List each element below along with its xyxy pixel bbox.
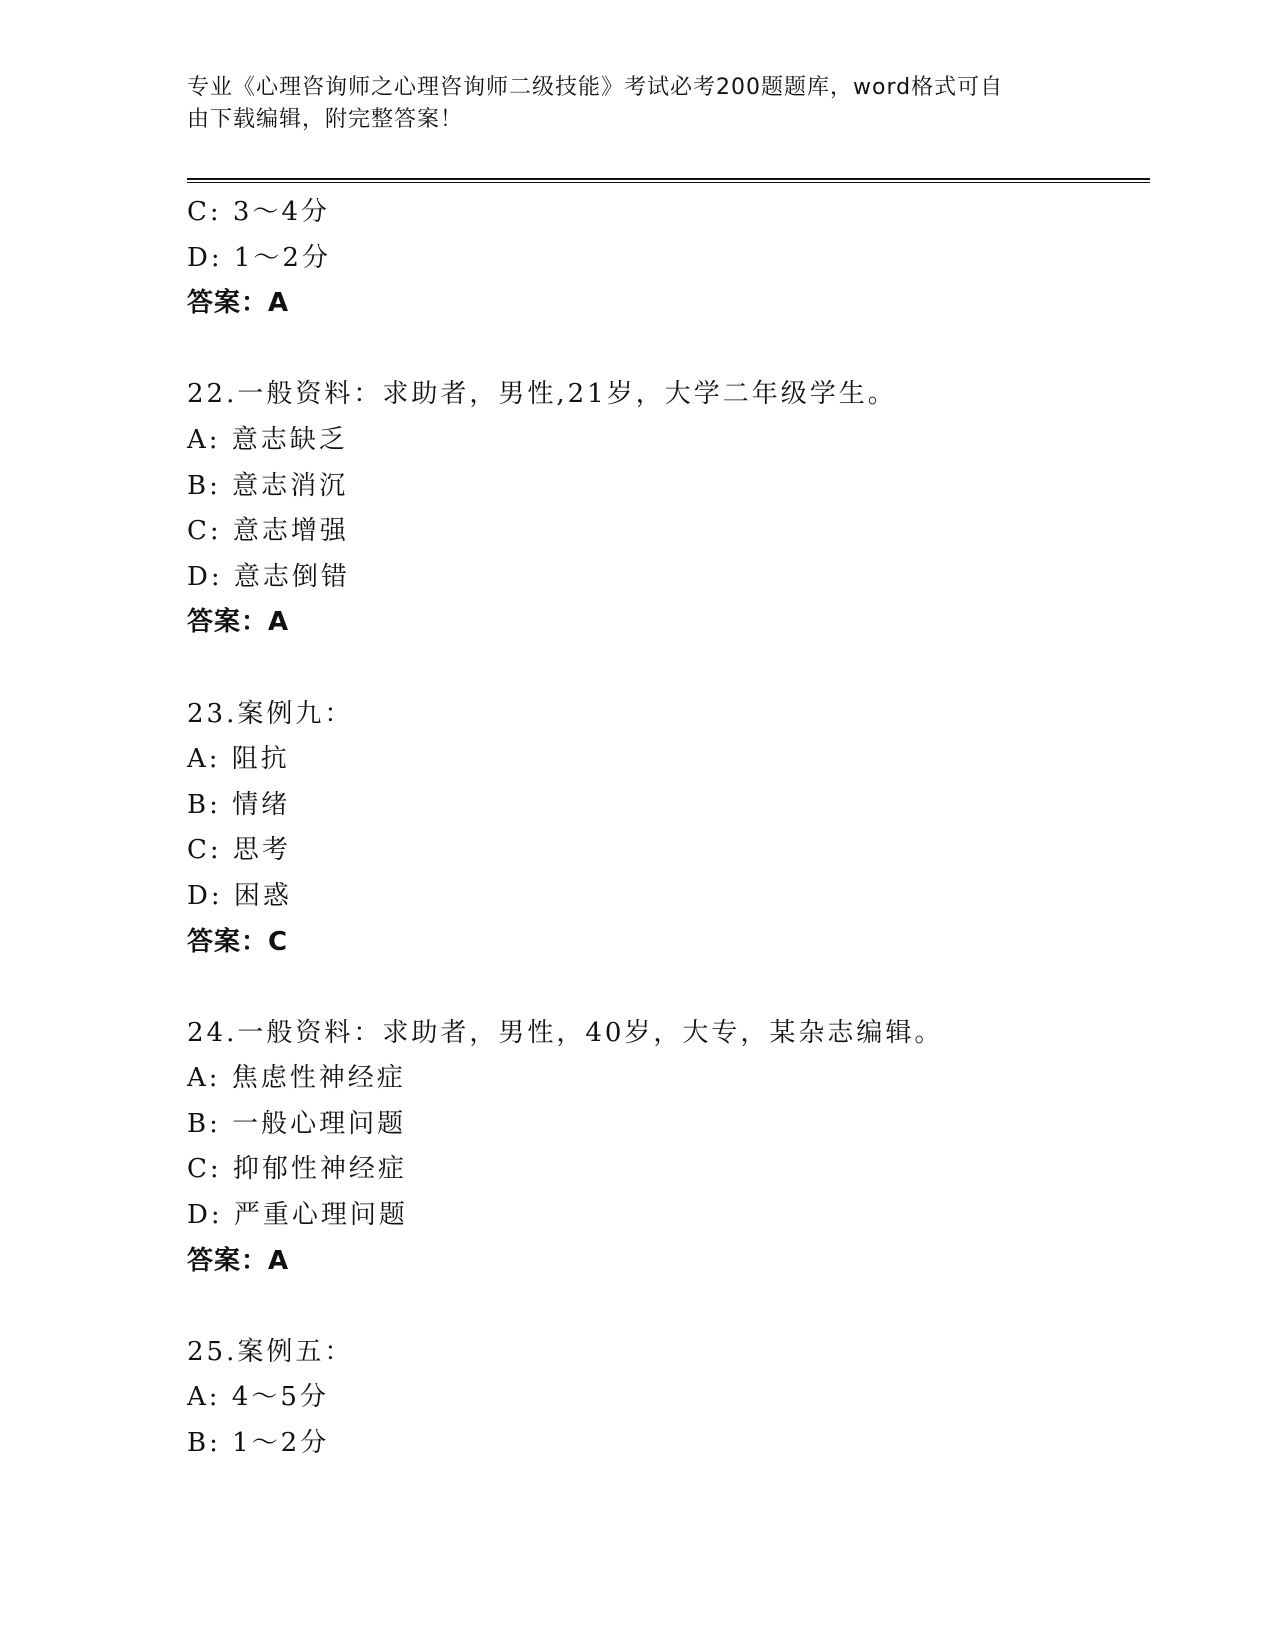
- question-block-22: [187, 372, 1147, 646]
- question-block-24: [187, 1011, 1147, 1285]
- question-text: 22.一般资料：求助者，男性,21岁，大学二年级学生。: [187, 379, 897, 410]
- spacer: [187, 1284, 1147, 1330]
- spacer: [187, 646, 1147, 692]
- question-text: 23.案例九：: [187, 698, 354, 729]
- option-d: D: 困惑: [187, 880, 292, 911]
- option-c: C: 思考: [187, 835, 291, 866]
- option-a: A: 焦虑性神经症: [187, 1063, 406, 1094]
- option-b: B: 1～2分: [187, 1428, 330, 1459]
- option-c: C: 3～4分: [187, 197, 331, 227]
- option-d: D: 1～2分: [187, 242, 331, 273]
- question-text: 24.一般资料：求助者，男性，40岁，大专，某杂志编辑。: [187, 1017, 944, 1048]
- option-a: A: 意志缺乏: [187, 424, 348, 455]
- question-block-23: [187, 692, 1147, 966]
- header-line-1: 专业《心理咨询师之心理咨询师二级技能》考试必考200题题库，word格式可自: [187, 75, 1004, 100]
- option-b: B: 一般心理问题: [187, 1108, 407, 1139]
- question-list: [187, 190, 1147, 1467]
- option-d: D: 意志倒错: [187, 561, 350, 592]
- answer-line: 答案：A: [187, 1245, 290, 1276]
- option-d: D: 严重心理问题: [187, 1200, 408, 1231]
- option-c: C: 意志增强: [187, 516, 349, 547]
- answer-line: 答案：C: [187, 926, 289, 957]
- answer-line: 答案：A: [187, 288, 290, 319]
- option-b: B: 情绪: [187, 789, 291, 820]
- page-header: [187, 72, 1067, 136]
- spacer: [187, 965, 1147, 1011]
- spacer: [187, 327, 1147, 373]
- answer-line: 答案：A: [187, 607, 290, 638]
- option-b: B: 意志消沉: [187, 470, 349, 501]
- question-block-25: [187, 1330, 1147, 1467]
- question-text: 25.案例五：: [187, 1336, 354, 1367]
- option-c: C: 抑郁性神经症: [187, 1154, 407, 1185]
- header-line-2: 由下载编辑，附完整答案！: [187, 107, 464, 132]
- option-a: A: 4～5分: [187, 1382, 329, 1413]
- header-divider: [187, 178, 1150, 183]
- option-a: A: 阻抗: [187, 744, 290, 775]
